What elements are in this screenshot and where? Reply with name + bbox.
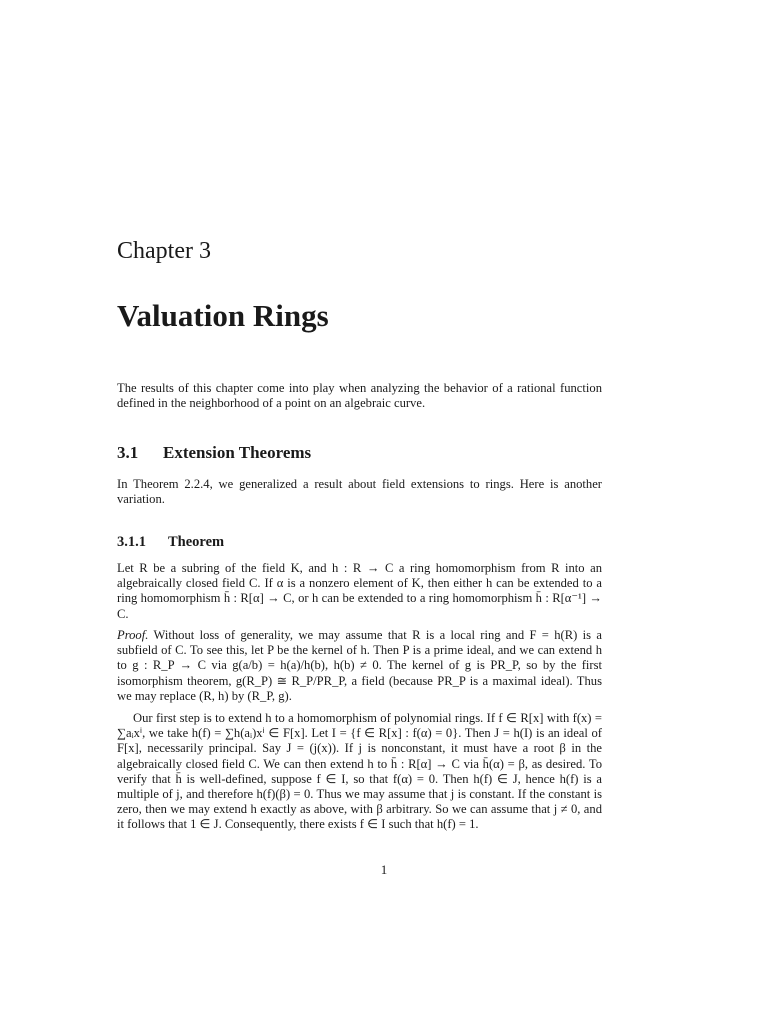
- proof-paragraph-2: Our first step is to extend h to a homomorphism of polynomial rings. If f ∈ R[x] with f(x) = ∑aᵢxⁱ, we take h(f) = ∑h(aᵢ)xⁱ ∈ F[x]. Let I = {f ∈ R[x] : f(α) = 0}. Then J = h(I) is an ideal of F[x], necessarily principal. Say J = (j(x)). If j is nonconstant, it must have a root β in the algebraically closed field C. We can then extend h to h̄ : R[α] → C via h̄(α) = β, as desired. To verify that h̄ is well-defined, suppose f ∈ I, so that f(α) = 0. Then h(f) ∈ J, hence h(f) is a multiple of j, and therefore h(f)(β) = 0. Thus we may assume that j is constant. If the constant is zero, then we may extend h exactly as above, with β arbitrary. So we can assume that j ≠ 0, and it follows that 1 ∈ J. Consequently, there exists f ∈ I such that h(f) = 1.: [117, 711, 602, 832]
- section-number: 3.1: [117, 443, 139, 462]
- section-title: Extension Theorems: [163, 443, 312, 462]
- subsection-heading: [117, 534, 602, 551]
- page-number: 1: [380, 862, 388, 877]
- proof-paragraph: [117, 628, 602, 704]
- section-intro-paragraph: In Theorem 2.2.4, we generalized a result about field extensions to rings. Here is another variation.: [117, 477, 602, 507]
- subsection-number: 3.1.1: [117, 534, 146, 550]
- chapter-title: Valuation Rings: [117, 298, 329, 333]
- subsection-title: Theorem: [168, 534, 225, 550]
- theorem-statement: Let R be a subring of the field K, and h : R → C a ring homomorphism from R into an algebraically closed field C. If α is a nonzero element of K, then either h can be extended to a ring homomorphism h̄ : R[α] → C, or h can be extended to a ring homomorphism h̄ : R[α⁻¹] → C.: [117, 561, 602, 621]
- proof-text: Without loss of generality, we may assume that R is a local ring and F = h(R) is a subfield of C. To see this, let P be the kernel of h. Then P is a prime ideal, and we can extend h to g : R_P → C via g(a/b) = h(a)/h(b), h(b) ≠ 0. The kernel of g is PR_P, so by the first isomorphism theorem, g(R_P) ≅ R_P/PR_P, a field (because PR_P is a maximal ideal). Thus we may replace (R, h) by (R_P, g).: [117, 628, 602, 703]
- section-heading: [117, 443, 602, 463]
- chapter-label: Chapter 3: [117, 238, 211, 264]
- chapter-intro-paragraph: The results of this chapter come into play when analyzing the behavior of a rational function defined in the neighborhood of a point on an algebraic curve.: [117, 381, 602, 411]
- proof-label: Proof.: [117, 628, 149, 642]
